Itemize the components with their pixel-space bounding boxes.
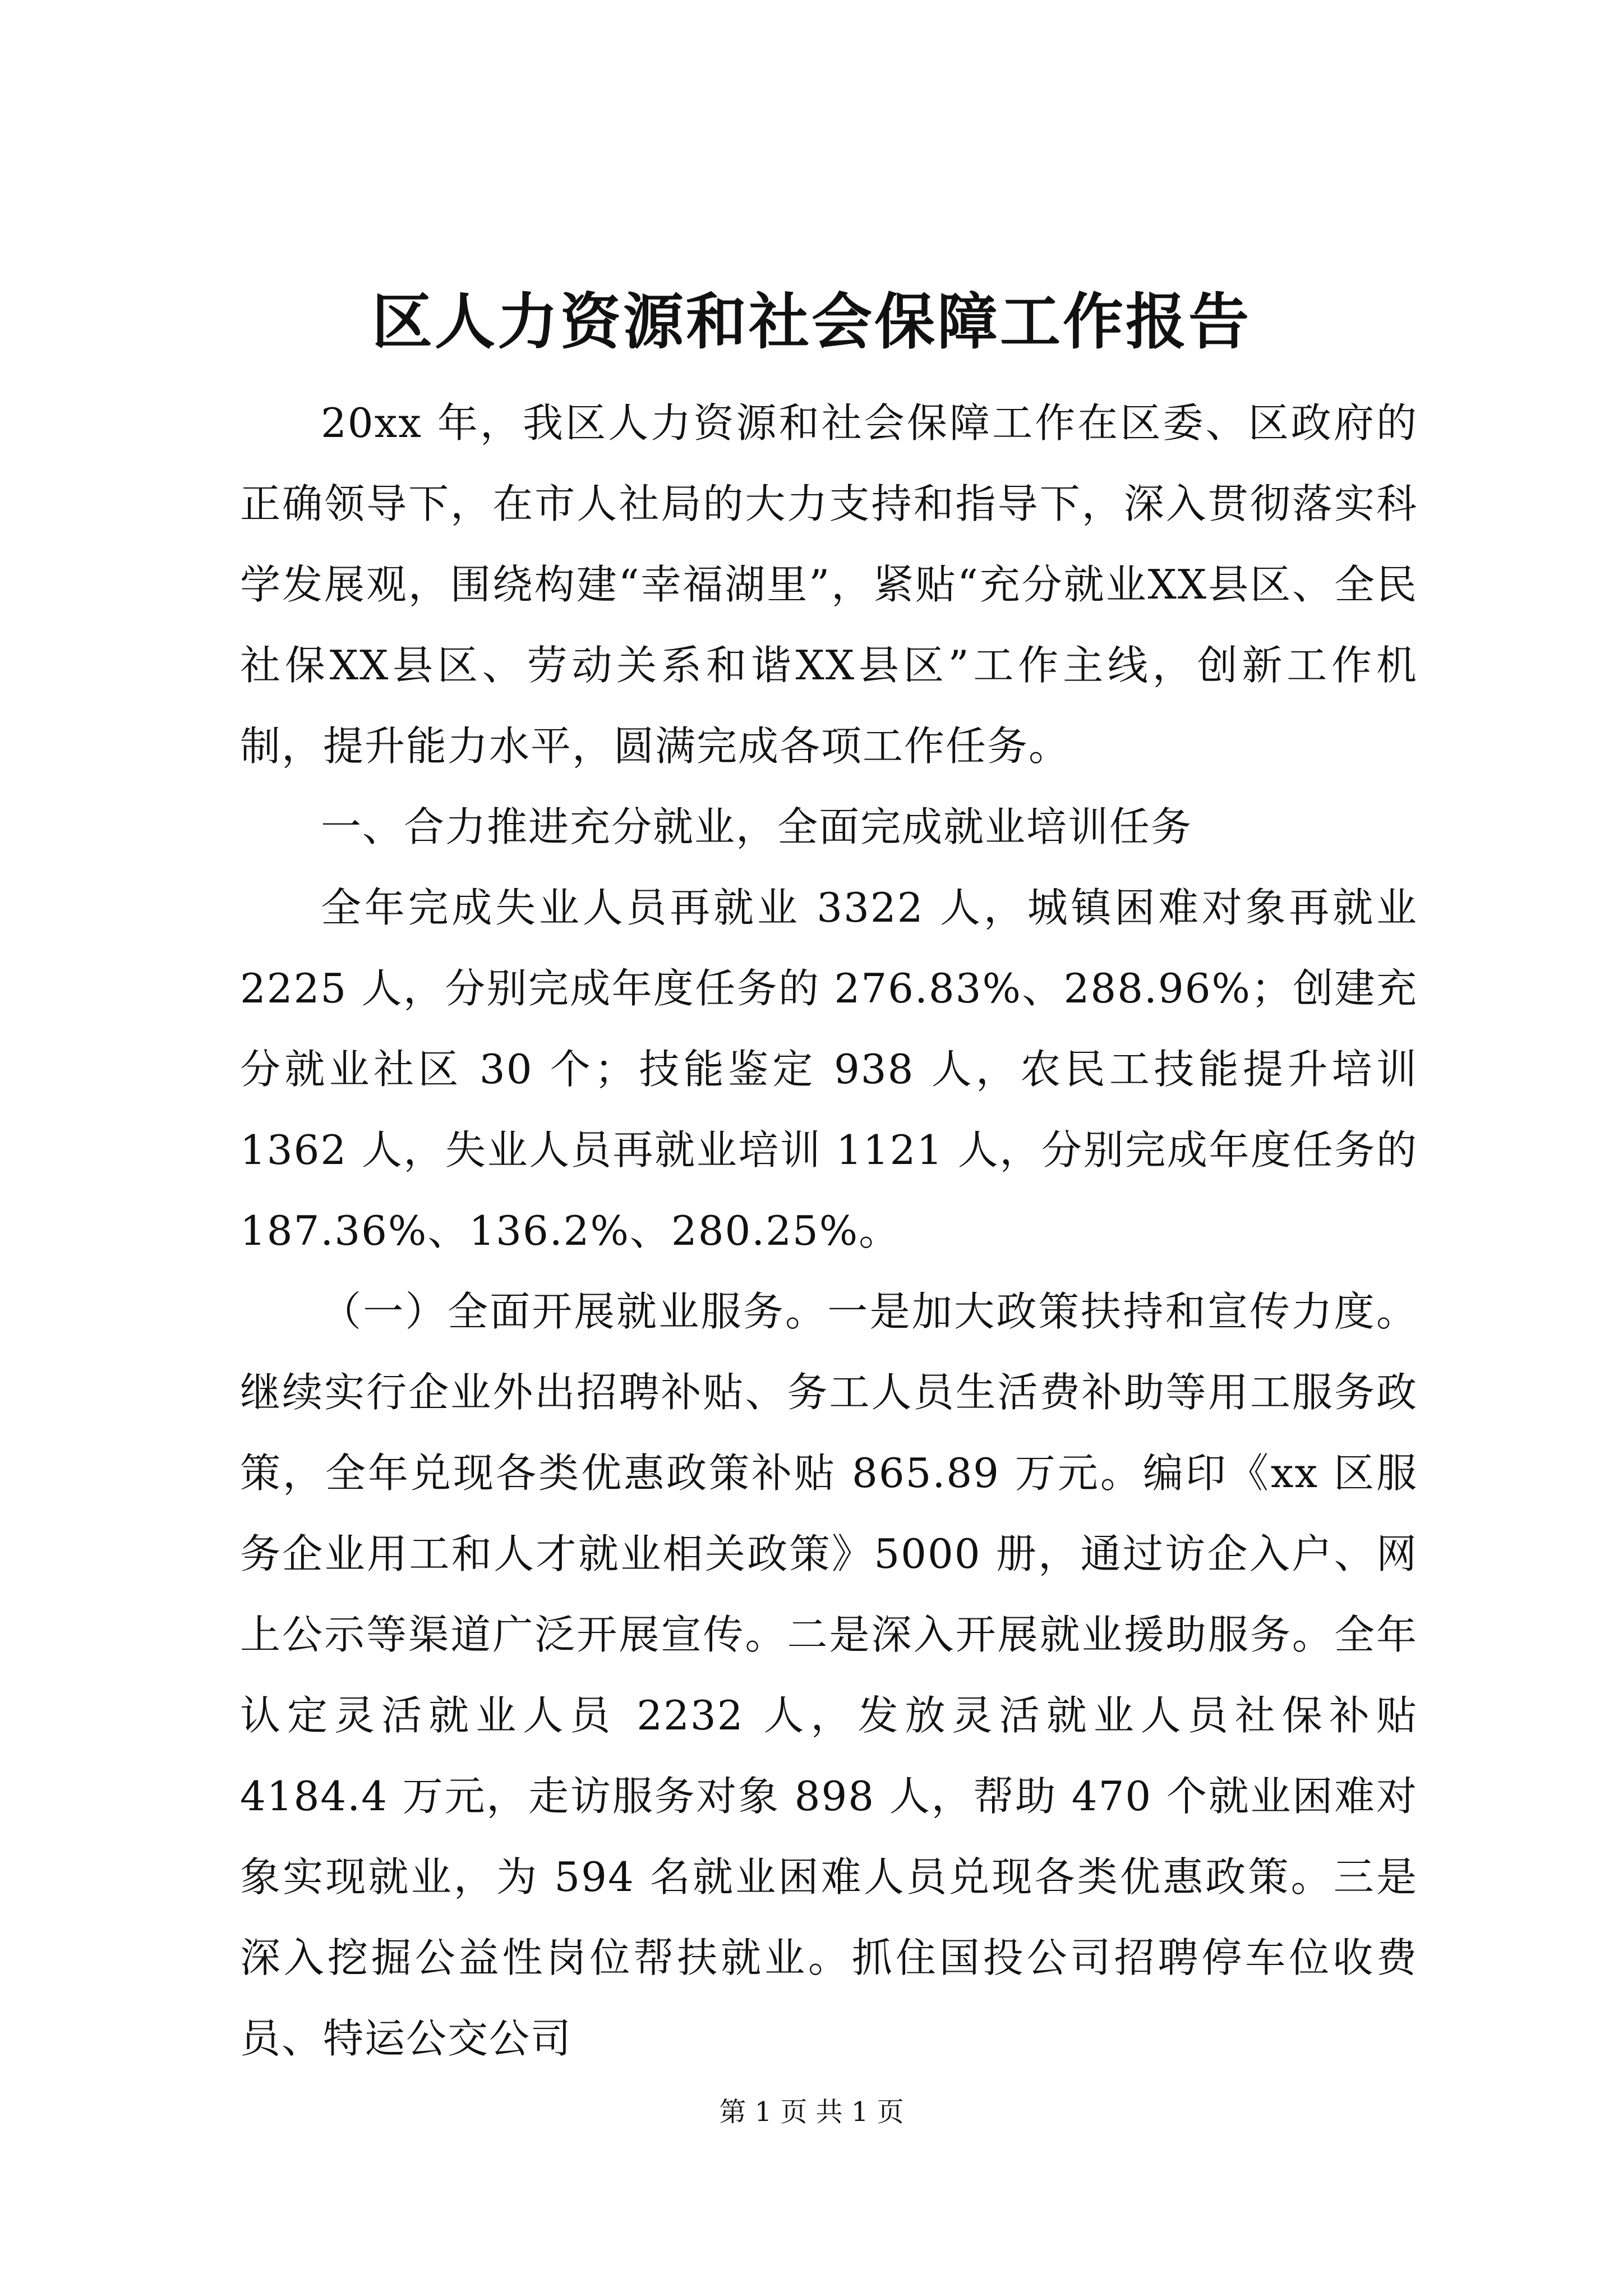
intro-paragraph: 20xx 年，我区人力资源和社会保障工作在区委、区政府的正确领导下，在市人社局的大力支持和指导下，深入贯彻落实科学发展观，围绕构建“幸福湖里”，紧贴“充分就业XX县区、全民社保XX县区、劳动关系和谐XX县区”工作主线，创新工作机制，提升能力水平，圆满完成各项工作任务。	[240, 399, 1418, 770]
page-footer: 第 1 页 共 1 页	[719, 2096, 904, 2128]
employment-service-paragraph: （一）全面开展就业服务。一是加大政策扶持和宣传力度。继续实行企业外出招聘补贴、务工人员生活费补助等用工服务政策，全年兑现各类优惠政策补贴 865.89 万元。编印《xx 区服务企业用工和人才就业相关政策》5000 册，通过访企入户、网上公示等渠道广泛开展宣传。二是深入开展就业援助服务。全年认定灵活就业人员 2232 人，发放灵活就业人员社保补贴 4184.4 万元，走访服务对象 898 人，帮助 470 个就业困难对象实现就业，为 594 名就业困难人员兑现各类优惠政策。三是深入挖掘公益性岗位帮扶就业。抓住国投公司招聘停车位收费员、特运公交公司	[240, 1288, 1418, 2062]
document-title: 区人力资源和社会保障工作报告	[371, 287, 1251, 357]
document-body	[240, 383, 1418, 2079]
summary-paragraph: 全年完成失业人员再就业 3322 人，城镇困难对象再就业 2225 人，分别完成年度任务的 276.83%、288.96%；创建充分就业社区 30 个；技能鉴定 938 人，农民工技能提升培训 1362 人，失业人员再就业培训 1121 人，分别完成年度任务的 187.36%、136.2%、280.25%。	[240, 884, 1418, 1254]
section-heading: 一、合力推进充分就业，全面完成就业培训任务	[321, 803, 1193, 850]
